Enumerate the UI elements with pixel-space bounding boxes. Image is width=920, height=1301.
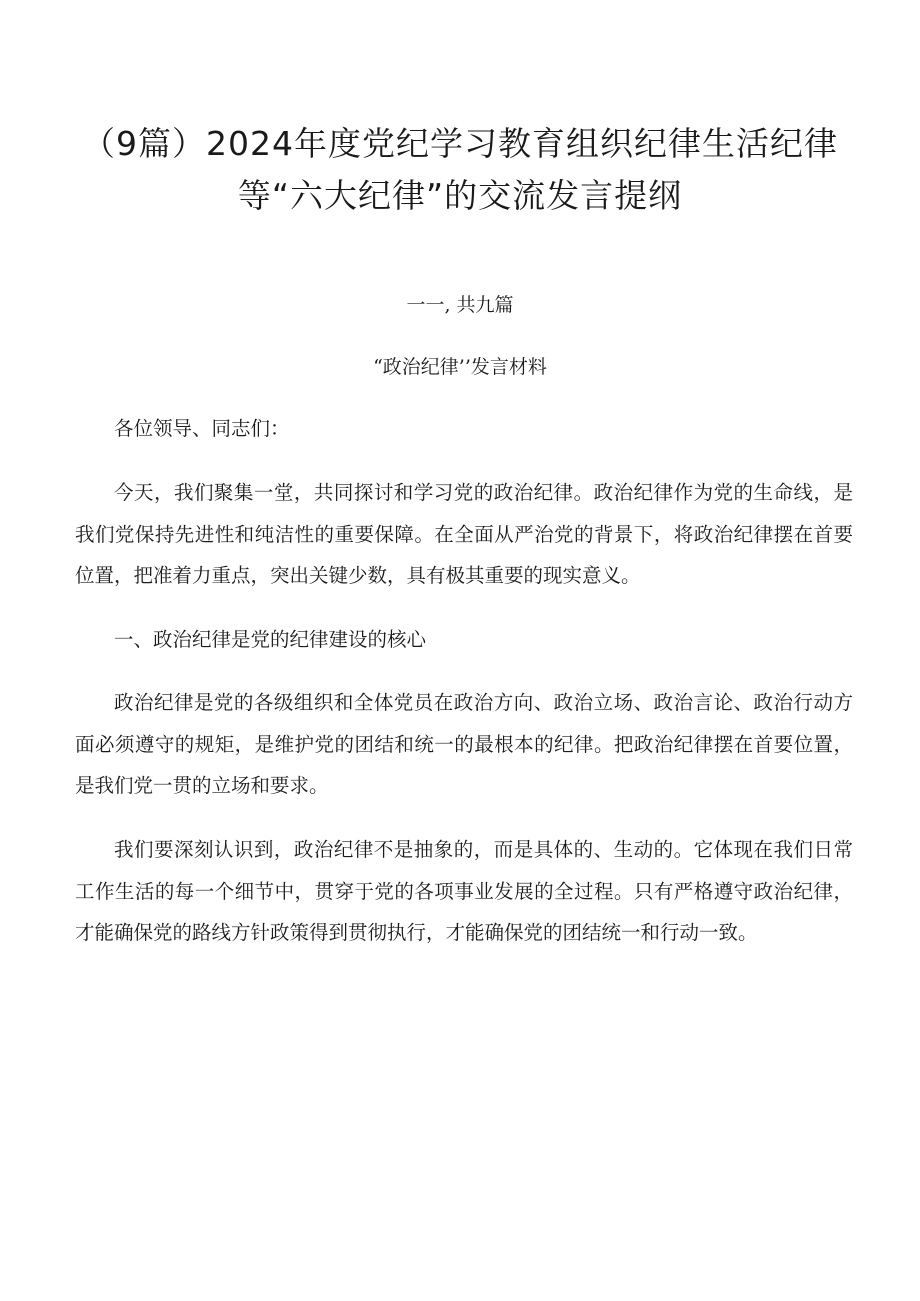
title-line-1: （9篇）2024年度党纪学习教育组织纪律生活纪律 — [82, 124, 838, 163]
greeting: 各位领导、同志们： — [114, 417, 290, 440]
section-heading-block — [75, 619, 853, 661]
paragraph-block-2 — [75, 682, 853, 807]
section-title: “政治纪律’’发言材料 — [373, 356, 547, 378]
section-marker: 一一, 共九篇 — [406, 294, 514, 316]
paragraph: 政治纪律是党的各级组织和全体党员在政治方向、政治立场、政治言论、政治行动方面必须遵守的规矩，是维护党的团结和统一的最根本的纪律。把政治纪律摆在首要位置，是我们党一贯的立场和要求。 — [75, 691, 853, 797]
greeting-paragraph — [75, 408, 853, 450]
section-heading: 一、政治纪律是党的纪律建设的核心 — [114, 628, 427, 651]
paragraph: 今天，我们聚集一堂，共同探讨和学习党的政治纪律。政治纪律作为党的生命线，是我们党保持先进性和纯洁性的重要保障。在全面从严治党的背景下，将政治纪律摆在首要位置，把准着力重点，突出关键少数，具有极其重要的现实意义。 — [75, 481, 853, 587]
title-line-2: 等“六大纪律”的交流发言提纲 — [237, 176, 683, 215]
paragraph-block-1 — [75, 472, 853, 597]
document-title — [70, 118, 850, 222]
paragraph-block-3 — [75, 829, 853, 954]
paragraph: 我们要深刻认识到，政治纪律不是抽象的，而是具体的、生动的。它体现在我们日常工作生活的每一个细节中，贯穿于党的各项事业发展的全过程。只有严格遵守政治纪律，才能确保党的路线方针政策得到贯彻执行，才能确保党的团结统一和行动一致。 — [75, 838, 853, 944]
